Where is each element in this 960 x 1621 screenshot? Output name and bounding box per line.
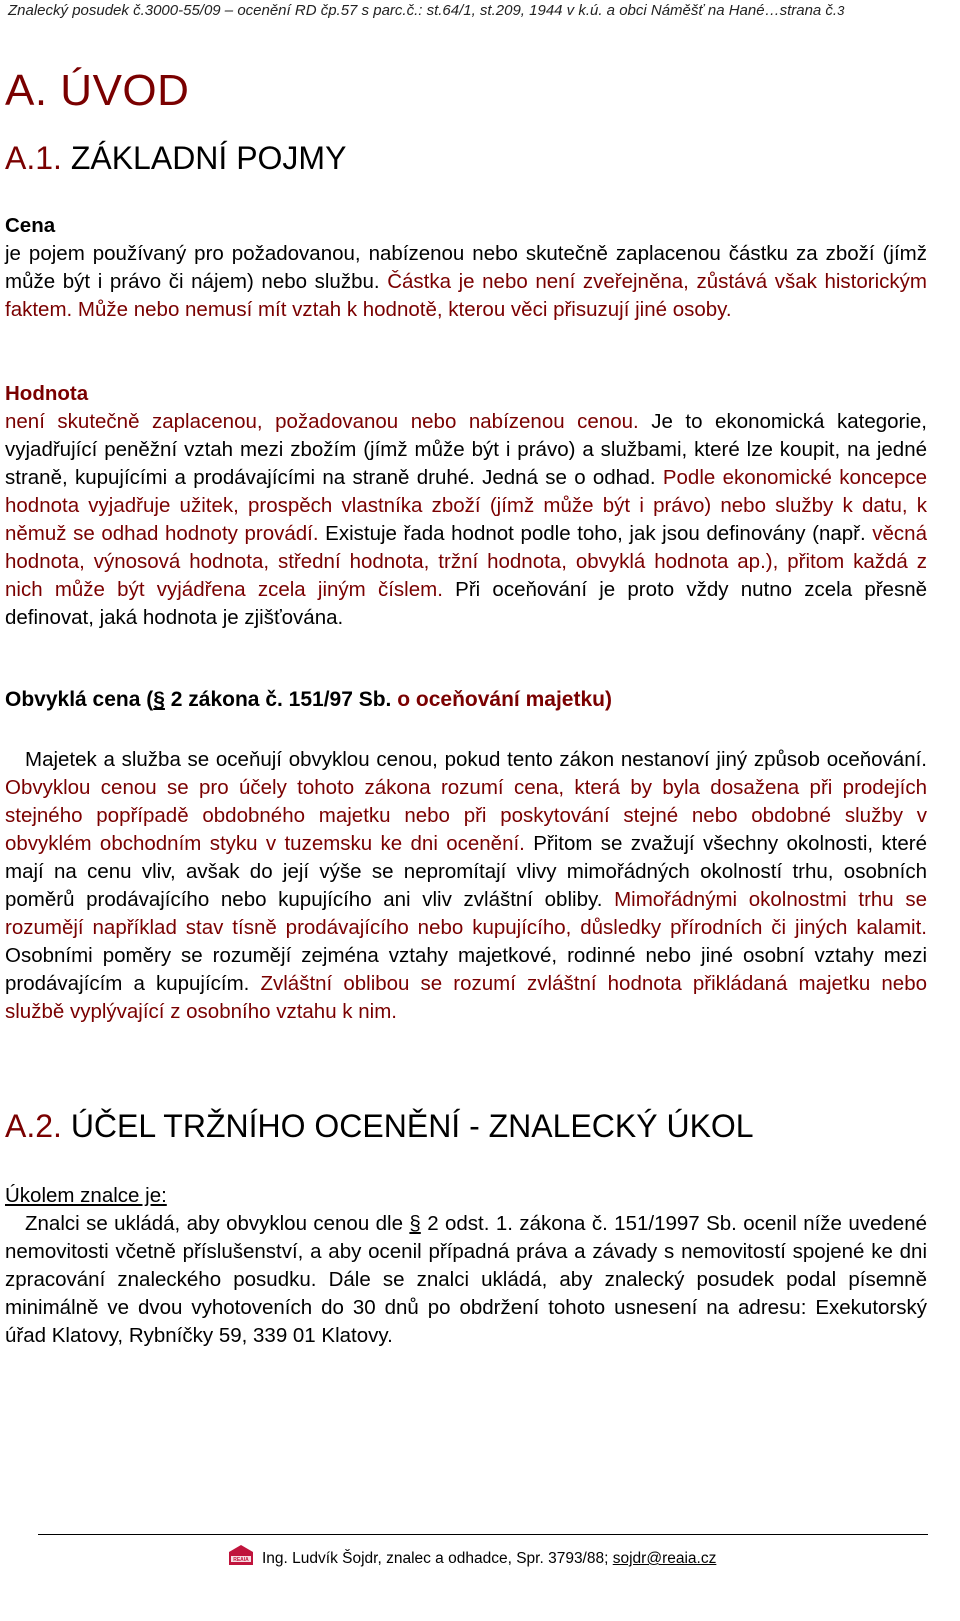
obvykla-heading-b: 2 zákona č. 151/97 Sb. <box>164 688 392 711</box>
footer-email-link[interactable]: sojdr@reaia.cz <box>612 1550 717 1567</box>
cena-text-a: je pojem používaný pro požadovanou, nabízenou nebo skutečně zaplacenou částku za zboží (jímž může být i právo či nájem) nebo službu. <box>5 242 927 293</box>
cena-text-b: Částka je nebo není zveřejněna, zůstává však historickým faktem. Může nebo nemusí mít vztah k hodnotě, kterou věci přisuzují jiné osoby. <box>5 270 927 321</box>
definition-hodnota <box>5 380 927 632</box>
hodnota-text-d: Existuje řada hodnot podle toho, jak jsou definovány (např. <box>325 522 866 545</box>
obvykla-text-f: Zvláštní oblibou se rozumí zvláštní hodnota přikládaná majetku nebo službě vyplývající z osobního vztahu k nim. <box>5 972 928 1023</box>
section-a2-number: A.2. <box>5 1108 62 1144</box>
hodnota-text-b: Je to ekonomická kategorie, vyjadřující peněžní vztah mezi zbožím (jímž může být i právo) a službami, které lze koupit, na jedné straně, kupujícími a prodávajícími na straně druhé. Jedná se o odhad. <box>5 410 928 489</box>
ukol-text <box>5 1210 927 1350</box>
header-page-number: 3 <box>837 3 845 18</box>
page-header <box>8 2 844 19</box>
chapter-title: A. ÚVOD <box>5 66 190 115</box>
section-a2-title: ÚČEL TRŽNÍHO OCENĚNÍ - ZNALECKÝ ÚKOL <box>70 1108 754 1144</box>
hodnota-text-f: Při oceňování je proto vždy nutno zcela přesně definovat, jaká hodnota je zjišťována. <box>5 578 928 629</box>
obvykla-text-b: Obvyklou cenou se pro účely tohoto zákona rozumí cena, která by byla dosažena při prodejích stejného popřípadě obdobného majetku nebo při poskytování stejné nebo obdobné služby v obvyklém obchodním styku v tuzemsku ke dni ocenění. <box>5 776 927 855</box>
hodnota-text-e: věcná hodnota, výnosová hodnota, střední hodnota, tržní hodnota, obvyklá hodnota ap.), přitom každá z nich může být vyjádřena zcela jiným číslem. <box>5 522 927 601</box>
obvykla-heading-c: o oceňování majetku) <box>391 688 612 711</box>
section-a1-title: ZÁKLADNÍ POJMY <box>70 140 347 176</box>
obvykla-text-e: Osobními poměry se rozumějí zejména vztahy majetkové, rodinné nebo jiné osobní vztahy mezi prodávajícím a kupujícím. <box>5 944 927 995</box>
definition-hodnota-text <box>5 408 927 632</box>
term-hodnota: Hodnota <box>5 382 89 405</box>
page-footer <box>228 1538 716 1568</box>
definition-cena-text <box>5 240 927 324</box>
hodnota-text-c: Podle ekonomické koncepce hodnota vyjadřuje užitek, prospěch vlastníka zboží (jímž může být i právo) nebo služby k datu, k němuž se odhad hodnoty provádí. <box>5 466 927 545</box>
footer-text: Ing. Ludvík Šojdr, znalec a odhadce, Spr. 3793/88; <box>262 1550 609 1567</box>
obvykla-cena-text <box>5 746 927 1026</box>
obvykla-cena-paragraph <box>5 746 927 1026</box>
hodnota-text-a: není skutečně zaplacenou, požadovanou nebo nabízenou cenou. <box>5 410 639 433</box>
definition-cena <box>5 212 927 324</box>
ukol-label: Úkolem znalce je: <box>5 1184 167 1207</box>
obvykla-text-d: Mimořádnými okolnostmi trhu se rozumějí například stav tísně prodávajícího nebo kupujícího, důsledky přírodních či jiných kalamit. <box>5 888 927 939</box>
obvykla-text-c: Přitom se zvažují všechny okolnosti, které mají na cenu vliv, avšak do její výše se nepromítají vlivy mimořádných okolností trhu, osobních poměrů prodávajícího nebo kupujícího ani vliv zvláštní obliby. <box>5 832 928 911</box>
obvykla-text-a: Majetek a služba se oceňují obvyklou cenou, pokud tento zákon nestanoví jiný způsob oceňování. <box>25 748 927 771</box>
obvykla-heading-a: Obvyklá cena ( <box>5 688 154 711</box>
section-a2-heading <box>5 1108 754 1145</box>
section-a1-number: A.1. <box>5 140 62 176</box>
header-text: Znalecký posudek č.3000-55/09 – ocenění RD čp.57 s parc.č.: st.64/1, st.209, 1944 v k.ú. a obci Náměšť na Hané…strana č. <box>8 2 838 19</box>
znalecky-ukol <box>5 1182 927 1350</box>
logo-text: REAIA <box>233 1557 249 1563</box>
section-sign: § <box>153 688 165 711</box>
section-a1-heading <box>5 140 346 177</box>
ukol-text-b: 2 odst. 1. zákona č. 151/1997 Sb. ocenil níže uvedené nemovitosti včetně příslušenství, a aby ocenil případná práva a závady s nemovitostí spojené ke dni zpracování znaleckého posudku. Dále se znalci ukládá, aby znalecký posudek podal písemně minimálně ve dvou vyhotoveních do 30 dnů po obdržení tohoto usnesení na adresu: Exekutorský úřad Klatovy, Rybníčky 59, 339 01 Klatovy. <box>5 1212 927 1347</box>
obvykla-cena-heading <box>5 688 612 712</box>
ukol-section-sign: § <box>409 1212 421 1235</box>
reaia-logo-icon <box>228 1544 254 1566</box>
footer-divider <box>38 1534 928 1535</box>
term-cena: Cena <box>5 214 56 237</box>
ukol-text-a: Znalci se ukládá, aby obvyklou cenou dle <box>25 1212 410 1235</box>
